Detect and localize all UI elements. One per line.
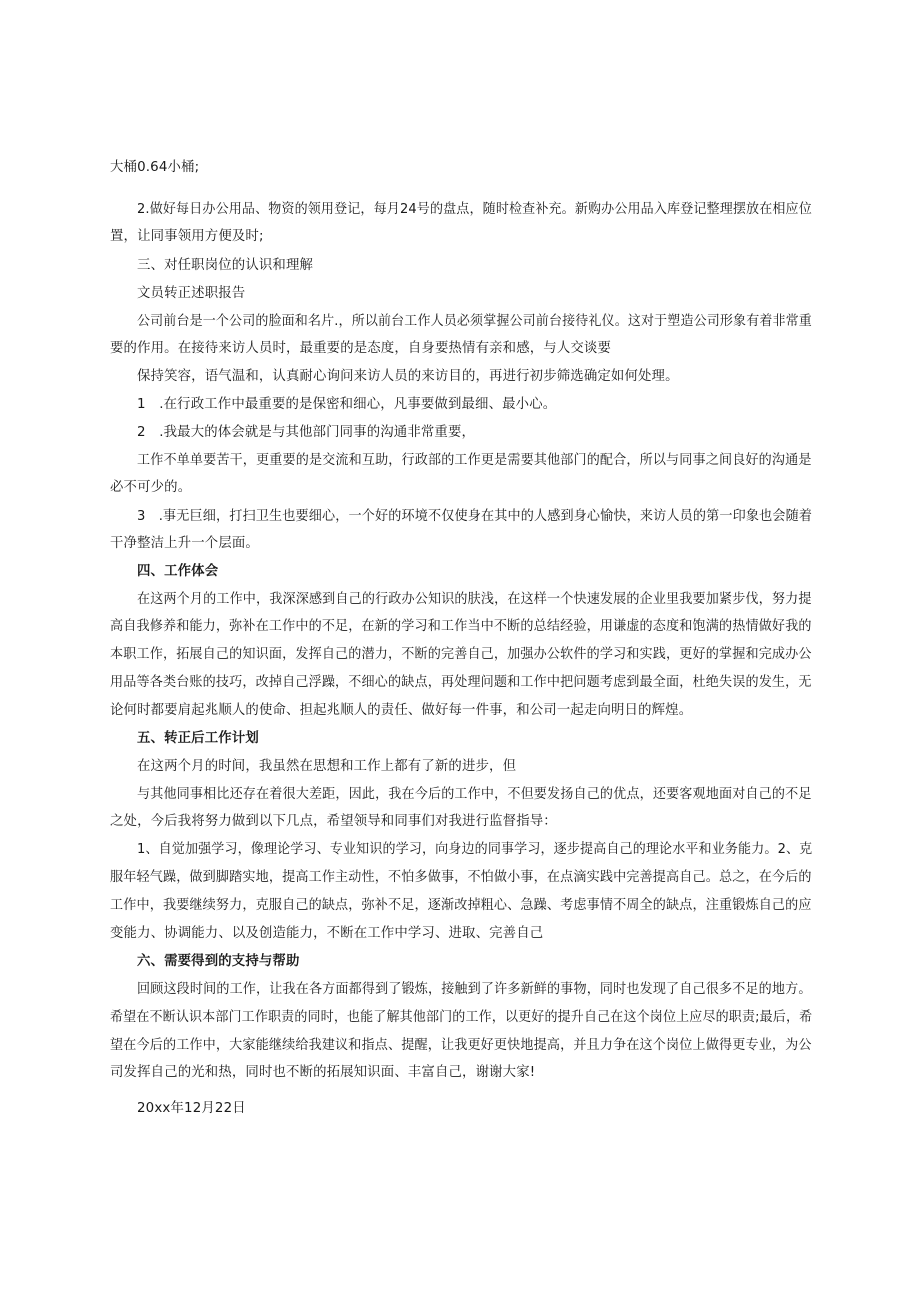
text-line: 必不可少的。 <box>110 480 192 495</box>
document-title: 文员转正述职报告 <box>137 286 246 301</box>
text-line: 望在今后的工作中，大家能继续给我建议和指点、提醒，让我更好更快地提高，并且力争在这个岗位上做得更专业，为公 <box>110 1038 812 1053</box>
text-line: 服年轻气躁，做到脚踏实地，提高工作主动性，不怕多做事，不怕做小事，在点滴实践中完善提高自己。总之，在今后的 <box>110 870 812 885</box>
text-line: 与其他同事相比还存在着很大差距，因此，我在今后的工作中，不但要发扬自己的优点，还要客观地面对自己的不足 <box>137 787 812 802</box>
text-line: 要的作用。在接待来访人员时，最重要的是态度，自身要热情有亲和感，与人交谈要 <box>110 341 612 356</box>
text-line: 变能力、协调能力、以及创造能力，不断在工作中学习、进取、完善自己 <box>110 926 544 941</box>
text-line: 1 .在行政工作中最重要的是保密和细心，凡事要做到最细、最小心。 <box>137 397 557 412</box>
text-line: 公司前台是一个公司的脸面和名片.，所以前台工作人员必须掌握公司前台接待礼仪。这对于塑造公司形象有着非常重 <box>137 314 812 329</box>
section-heading: 五、转正后工作计划 <box>137 731 259 746</box>
text-line: 回顾这段时间的工作，让我在各方面都得到了锻炼，接触到了许多新鲜的事物，同时也发现了自己很多不足的地方。 <box>137 982 812 997</box>
text-line: 在这两个月的时间，我虽然在思想和工作上都有了新的进步，但 <box>137 759 517 774</box>
text-line: 3 .事无巨细，打扫卫生也要细心，一个好的环境不仅使身在其中的人感到身心愉快，来访人员的第一印象也会随着 <box>137 509 813 524</box>
text-line: 保持笑容，语气温和，认真耐心询问来访人员的来访目的，再进行初步筛选确定如何处理。 <box>137 369 679 384</box>
text-line: 置，让同事领用方便及时; <box>110 229 264 244</box>
text-line: 之处，今后我将努力做到以下几点，希望领导和同事们对我进行监督指导： <box>110 814 557 829</box>
text-line: 司发挥自己的光和热，同时也不断的拓展知识面、丰富自己，谢谢大家! <box>110 1065 536 1080</box>
text-line: 1、自觉加强学习，像理论学习、专业知识的学习，向身边的同事学习，逐步提高自己的理论水平和业务能力。2、克 <box>137 842 813 857</box>
text-line: 2 .我最大的体会就是与其他部门同事的沟通非常重要， <box>137 425 476 440</box>
text-line: 用品等各类台账的技巧，改掉自己浮躁，不细心的缺点，再处理问题和工作中把问题考虑到最全面，杜绝失误的发生，无 <box>110 675 812 690</box>
text-line: 大桶0.64小桶; <box>110 160 200 175</box>
section-heading: 三、对任职岗位的认识和理解 <box>137 258 314 273</box>
text-line: 工作中，我要继续努力，克服自己的缺点，弥补不足，逐渐改掉粗心、急躁、考虑事情不周全的缺点，注重锻炼自己的应 <box>110 898 812 913</box>
section-heading: 六、需要得到的支持与帮助 <box>137 954 300 969</box>
text-line: 论何时都要肩起兆顺人的使命、担起兆顺人的责任、做好每一件事，和公司一起走向明日的辉煌。 <box>110 703 693 718</box>
text-line: 2.做好每日办公用品、物资的领用登记，每月24号的盘点，随时检查补充。新购办公用品入库登记整理摆放在相应位 <box>137 202 812 217</box>
section-heading: 四、工作体会 <box>137 564 219 579</box>
text-line: 高自我修养和能力，弥补在工作中的不足，在新的学习和工作当中不断的总结经验，用谦虚的态度和饱满的热情做好我的 <box>110 619 812 634</box>
document-date: 20xx年12月22日 <box>137 1101 246 1116</box>
text-line: 干净整洁上升一个层面。 <box>110 536 259 551</box>
text-line: 在这两个月的工作中，我深深感到自己的行政办公知识的肤浅，在这样一个快速发展的企业里我要加紧步伐，努力提 <box>137 592 812 607</box>
text-line: 本职工作，拓展自己的知识面，发挥自己的潜力，不断的完善自己，加强办公软件的学习和实践，更好的掌握和完成办公 <box>110 647 812 662</box>
text-line: 希望在不断认识本部门工作职责的同时，也能了解其他部门的工作，以更好的提升自己在这个岗位上应尽的职责;最后，希 <box>110 1010 813 1025</box>
text-line: 工作不单单要苦干，更重要的是交流和互助，行政部的工作更是需要其他部门的配合，所以与同事之间良好的沟通是 <box>137 453 812 468</box>
